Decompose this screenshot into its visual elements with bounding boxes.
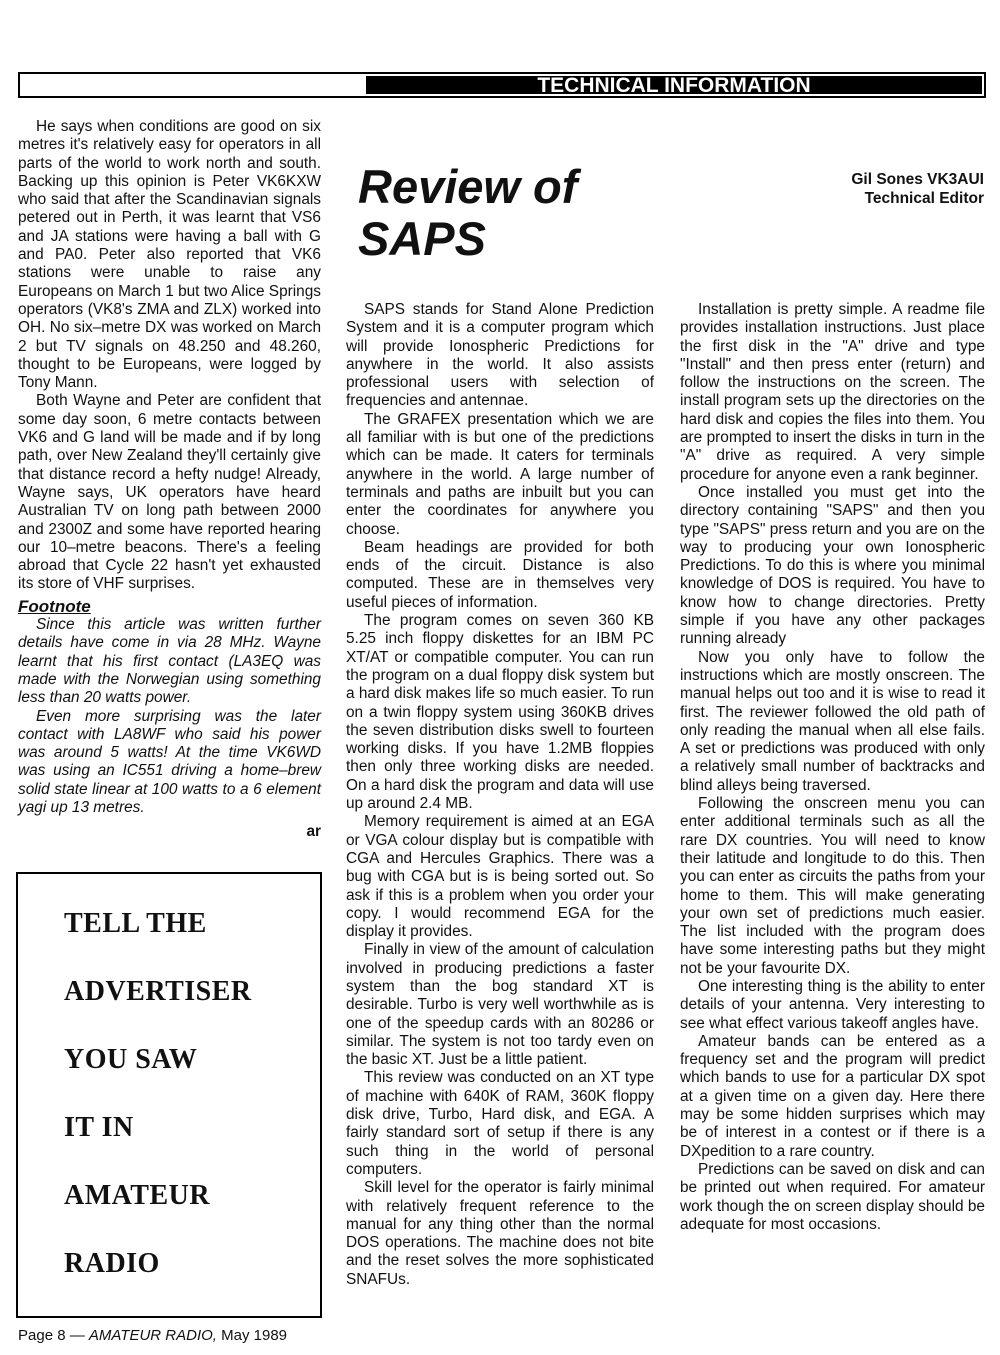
right-column [680, 301, 985, 1234]
page-number: Page 8 — [18, 1327, 89, 1344]
body-paragraph: One interesting thing is the ability to enter details of your antenna. Very interesting to see what effect various takeoff angles have. [680, 977, 985, 1032]
left-column [18, 118, 321, 842]
body-paragraph: Now you only have to follow the instructions which are mostly onscreen. The manual helps out too and it is wise to read it first. The reviewer followed the old path of only reading the manual when all else fails. A set or predictions was produced with only a relatively small number of backtracks and blind alleys being traversed. [680, 648, 985, 794]
body-paragraph: SAPS stands for Stand Alone Prediction System and it is a computer program which will provide Ionospheric Predictions for anywhere in the world. It also assists professional users with selection of frequencies and antennae. [346, 301, 654, 410]
body-paragraph: Predictions can be saved on disk and can be printed out when required. For amateur work though the on screen display should be adequate for most occasions. [680, 1160, 985, 1233]
advert-line: TELL THE [64, 908, 207, 939]
body-paragraph: Finally in view of the amount of calculation involved in producing predictions a faster system than the bog standard XT is desirable. Turbo is very well worthwhile as is one of the speedup cards with an 80286 or similar. The system is not too tardy even on the basic XT. Just be a little patient. [346, 941, 654, 1069]
advert-box [16, 872, 322, 1318]
body-paragraph: Following the onscreen menu you can enter additional terminals such as all the rare DX countries. You will need to know their latitude and longitude to do this. Then you can enter as circuits the paths from your home to them. This will make generating your own set of predictions much easier. The list included with the program does have some interesting paths but they might not be your favourite DX. [680, 795, 985, 977]
author-role: Technical Editor [864, 190, 984, 207]
footnote [18, 616, 321, 817]
body-paragraph: Installation is pretty simple. A readme file provides installation instructions. Just place the first disk in the "A" drive and type "Install" and then press enter (return) and follow the instructions on the screen. The install program sets up the directories on the hard disk and copies the files into them. You are prompted to insert the disks in turn in the "A" drive as required. A very simple procedure for anyone even a rank beginner. [680, 301, 985, 483]
author-name: Gil Sones VK3AUI [851, 171, 984, 188]
footnote-paragraph: Even more surprising was the later contact with LA8WF who said his power was around 5 watts! At the time VK6WD was using an IC551 driving a home–brew solid state linear at 100 watts to a 6 element yagi up 13 metres. [18, 707, 321, 816]
body-paragraph: Once installed you must get into the directory containing "SAPS" and then you type "SAPS" press return and you are on the way to producing your own Ionospheric Predictions. To do this is where you minimal knowledge of DOS is required. You have to know how to change directories. Pretty simple if you have any other packages running already [680, 483, 985, 648]
body-paragraph: Skill level for the operator is fairly minimal with relatively frequent reference to the manual for any thing other than the normal DOS operations. The machine does not bite and the reset solves the more sophisticated SNAFUs. [346, 1179, 654, 1288]
footnote-paragraph: Since this article was written further details have come in via 28 MHz. Wayne learnt that his first contact (LA3EQ was made with the Norwegian using something less than 20 watts power. [18, 616, 321, 707]
section-title: TECHNICAL INFORMATION [537, 74, 811, 97]
body-paragraph: The program comes on seven 360 KB 5.25 inch floppy diskettes for an IBM PC XT/AT or compatible computer. You can run the program on a dual floppy disk system but a hard disk makes life so much easier. To run on a twin floppy system using 360KB drives the seven distribution disks swell to fourteen working disks. If you have 1.2MB floppies then only three working disks are needed. On a hard disk the program and data will use up around 2.4 MB. [346, 612, 654, 813]
publication-name: AMATEUR RADIO, [88, 1327, 217, 1344]
body-paragraph: Memory requirement is aimed at an EGA or VGA colour display but is compatible with CGA and Hercules Graphics. There was a bug with CGA but is is being sorted out. So ask if this is a problem when you order your copy. I would recommend EGA for the display it provides. [346, 813, 654, 941]
advert-line: ADVERTISER [64, 976, 252, 1007]
end-mark: ar [306, 823, 321, 841]
advert-line: IT IN [64, 1112, 134, 1143]
article-title [358, 161, 577, 265]
middle-column [346, 301, 654, 1289]
article-title-line: Review of [358, 160, 578, 213]
body-paragraph: This review was conducted on an XT type of machine with 640K of RAM, 360K floppy disk drive, Turbo, Hard disk, and EGA. A fairly standard sort of setup if there is any such thing in the world of personal computers. [346, 1069, 654, 1178]
byline [851, 170, 984, 208]
footnote-heading: Footnote [18, 596, 91, 616]
page-footer [18, 1327, 287, 1344]
body-paragraph: Amateur bands can be entered as a frequency set and the program will predict which bands to use for a particular DX spot at a given time on a given day. Here there may be some hidden surprises which may be of interest in a contest or if there is a DXpedition to a rare country. [680, 1032, 985, 1160]
advert-line: YOU SAW [64, 1044, 198, 1075]
left-paragraph: Both Wayne and Peter are confident that some day soon, 6 metre contacts between VK6 and G land will be made and if by long path, over New Zealand they'll certainly give that distance record a hefty nudge! Already, Wayne says, UK operators have heard Australian TV on long path between 2000 and 2300Z and some have reported hearing our 10–metre beacons. There's a feeling abroad that Cycle 22 hasn't yet exhausted its store of VHF surprises. [18, 392, 321, 593]
left-paragraph: He says when conditions are good on six metres it's relatively easy for operators in all parts of the world to work north and south. Backing up this opinion is Peter VK6KXW who said that after the Scandinavian signals petered out in Perth, it was learnt that VS6 and JA stations were having a ball with G and PA0. Peter also reported that VK6 stations were unable to raise any Europeans on March 1 but two Alice Springs operators (VK8's ZMA and ZLX) worked into OH. No six–metre DX was worked on March 2 but TV signals on 48.250 and 48.260, thought to be Europeans, were logged by Tony Mann. [18, 118, 321, 392]
advert-line: AMATEUR [64, 1180, 211, 1211]
section-banner [18, 72, 986, 98]
article-title-line: SAPS [358, 212, 486, 265]
body-paragraph: The GRAFEX presentation which we are all familiar with is but one of the predictions which can be made. It caters for terminals anywhere in the world. A large number of terminals and paths are inbuilt but you can enter the coordinates for anywhere you choose. [346, 410, 654, 538]
body-paragraph: Beam headings are provided for both ends of the circuit. Distance is also computed. These are in themselves very useful pieces of information. [346, 538, 654, 611]
advert-line: RADIO [64, 1248, 160, 1279]
issue-date: May 1989 [216, 1327, 288, 1344]
